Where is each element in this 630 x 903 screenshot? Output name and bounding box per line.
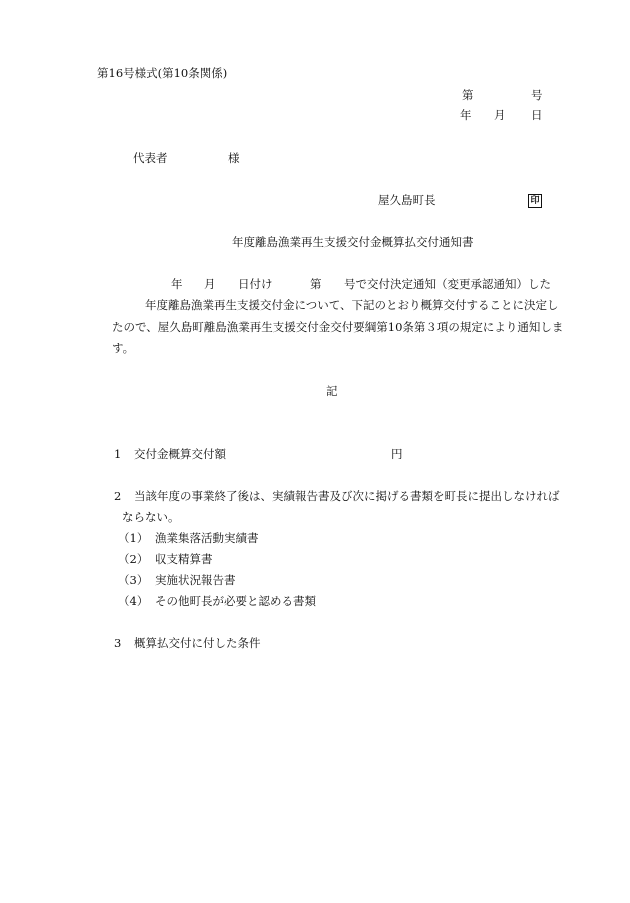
body-dai: 第 bbox=[310, 277, 322, 291]
item1-label: 交付金概算交付額 bbox=[134, 447, 226, 461]
body-line1-rest: 号で交付決定通知（変更承認通知）した bbox=[344, 277, 551, 291]
sub-item-text: 収支精算書 bbox=[155, 552, 213, 566]
sub-item-text: その他町長が必要と認める書類 bbox=[155, 594, 316, 608]
item3-number: 3 bbox=[114, 636, 122, 650]
item2-number: 2 bbox=[114, 489, 122, 503]
seal-stamp: 印 bbox=[528, 194, 542, 208]
date-month: 月 bbox=[494, 108, 506, 122]
item1-unit: 円 bbox=[391, 447, 403, 461]
sub-item-text: 実施状況報告書 bbox=[155, 573, 236, 587]
item3-label: 概算払交付に付した条件 bbox=[134, 636, 261, 650]
sub-item-number: （3） bbox=[118, 573, 149, 587]
item2-text-line2: ならない。 bbox=[122, 510, 180, 524]
body-line3: たので、屋久島町離島漁業再生支援交付金交付要綱第10条第３項の規定により通知しま bbox=[112, 320, 564, 334]
date-day: 日 bbox=[531, 108, 543, 122]
ki-heading: 記 bbox=[326, 384, 338, 398]
body-line2: 年度離島漁業再生支援交付金について、下記のとおり概算交付することに決定し bbox=[145, 298, 559, 312]
body-month: 月 bbox=[204, 277, 216, 291]
item1-number: 1 bbox=[114, 447, 122, 461]
sub-item-number: （1） bbox=[118, 531, 149, 545]
body-line4: す。 bbox=[112, 341, 135, 355]
issuer-name: 屋久島町長 bbox=[378, 193, 436, 207]
doc-no-go: 号 bbox=[531, 88, 543, 102]
date-year: 年 bbox=[460, 108, 472, 122]
addressee-label: 代表者 bbox=[133, 151, 168, 165]
doc-no-dai: 第 bbox=[462, 88, 474, 102]
document-title: 年度離島漁業再生支援交付金概算払交付通知書 bbox=[232, 235, 474, 249]
issuer-seal bbox=[528, 194, 542, 208]
addressee-suffix: 様 bbox=[228, 151, 240, 165]
form-id: 第16号様式(第10条関係) bbox=[97, 66, 228, 80]
body-year: 年 bbox=[171, 277, 183, 291]
sub-item-number: （2） bbox=[118, 552, 149, 566]
sub-item-text: 漁業集落活動実績書 bbox=[155, 531, 259, 545]
item2-text-line1: 当該年度の事業終了後は、実績報告書及び次に掲げる書類を町長に提出しなければ bbox=[134, 489, 560, 503]
sub-item-number: （4） bbox=[118, 594, 149, 608]
body-dated: 日付け bbox=[238, 277, 273, 291]
